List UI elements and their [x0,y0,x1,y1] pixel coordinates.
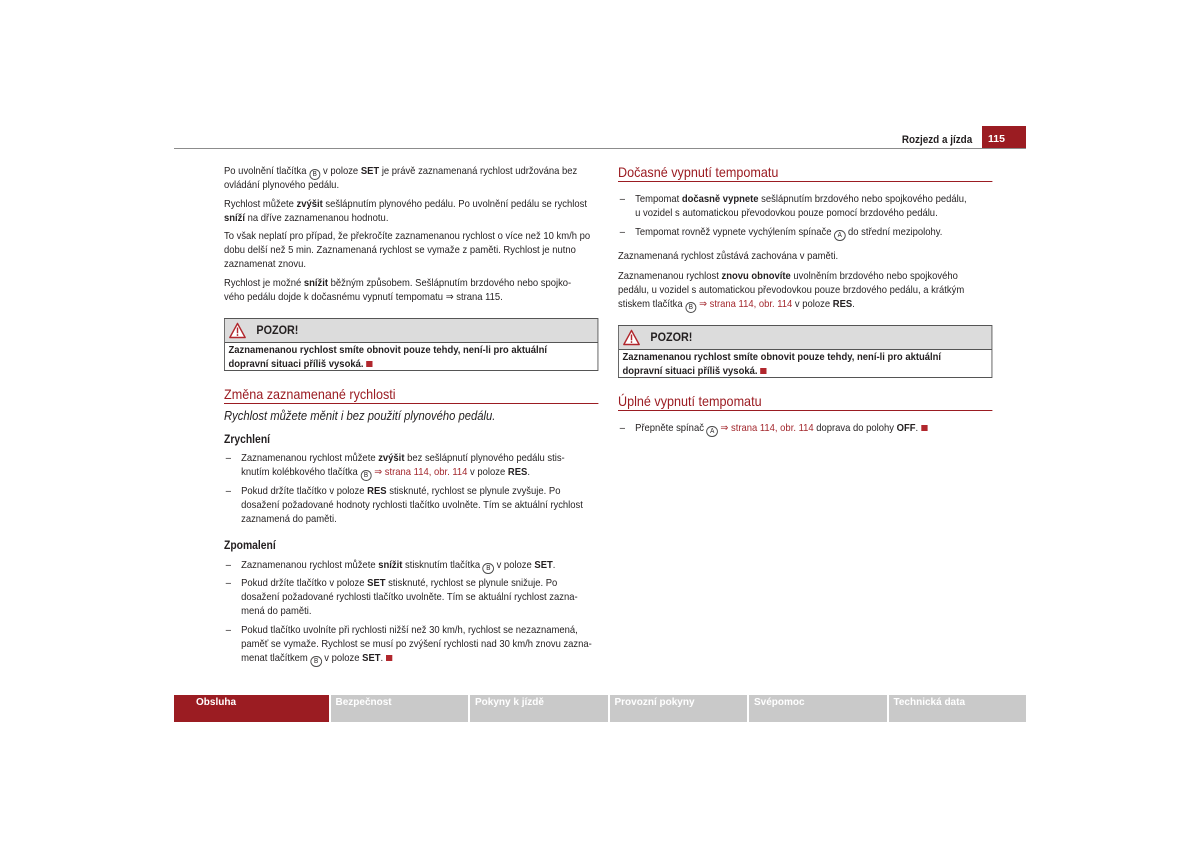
list-item-text [635,421,992,435]
text-run: mená do paměti. [241,605,312,617]
text-line [241,604,598,618]
text-line [224,178,598,192]
nav-tab-provozni-pokyny[interactable] [610,695,748,722]
bold-text: zvýšit [378,452,405,464]
list-item-text [241,484,598,526]
text-run: To však neplatí pro případ, že překročíte zaznamenanou rychlost o více než 10 km/h po [224,230,591,242]
list-item-text [241,623,598,665]
text-run: Zaznamenanou rychlost smíte obnovit pouze tehdy, není-li pro aktuální [228,344,548,356]
section-heading-temporary-off: Dočasné vypnutí tempomatu [618,164,992,182]
control-b-marker-icon: B [309,169,320,180]
text-run: dopravní situaci příliš vysoká. [622,365,758,377]
text-run: . [380,652,384,664]
list-dash: – [225,624,232,636]
list-item-text [635,225,992,239]
control-b-marker-icon: B [360,470,371,481]
text-run: dobu delší než 5 min. Zaznamenaná rychlost se vymaže z paměti. Rychlost je nutno [224,244,576,256]
warning-triangle-icon [623,329,641,346]
paragraph-exception [224,229,598,271]
section-intro: Rychlost můžete měnit i bez použití plynového pedálu. [224,409,496,423]
text-run: v poloze [467,466,508,478]
nav-tab-bezpecnost[interactable] [331,695,469,722]
text-run: doprava do polohy [813,422,897,434]
bold-text: dočasně vypnete [681,193,759,205]
text-line [618,249,992,263]
text-run: běžným způsobem. Sešlápnutím brzdového nebo spojko- [327,277,572,289]
cross-reference-link[interactable]: ⇒ strana 114, obr. 114 [699,298,793,310]
bold-text: RES [507,466,528,478]
bold-text: SET [360,165,380,177]
warning-title: POZOR! [256,323,299,337]
list-item [224,484,598,526]
nav-tab-label: Pokyny k jízdě [475,697,544,708]
chapter-title: Rozjezd a jízda [901,134,972,146]
text-run: v poloze [493,559,535,571]
text-run: dosažení požadované hodnoty rychlosti tlačítko uvolněte. Tím se aktuální rychlost [241,499,583,511]
control-b-marker-icon: B [310,656,321,667]
nav-tab-obsluha[interactable] [174,695,329,722]
text-run: vého pedálu dojde k dočasnému vypnutí tempomatu ⇒ strana 115. [224,291,503,303]
text-line [224,276,598,290]
list-item-text [241,558,598,572]
text-line [618,269,992,283]
nav-tab-label: Bezpečnost [335,697,392,708]
text-run: uvolněním brzdového nebo spojkového [790,270,958,282]
text-line [623,364,992,378]
section-end-icon [760,368,766,374]
text-line [241,512,598,526]
bold-text: SET [362,652,381,664]
text-run: paměť se vymaže. Rychlost se musí po zvýšení rychlosti nad 30 km/h znovu zazna- [241,638,592,650]
text-run: dopravní situaci příliš vysoká. [228,358,364,370]
list-item-text [241,576,598,618]
bold-text: OFF [896,422,916,434]
warning-header [619,326,992,350]
text-run: menat tlačítkem [241,652,311,664]
text-run: . [527,466,530,478]
section-end-icon [921,425,927,431]
text-run: Zaznamenanou rychlost [618,270,722,282]
text-run: Rychlost je možné [224,277,304,289]
text-line [241,576,598,590]
text-line [618,283,992,297]
text-line [241,465,598,479]
nav-tab-label: Provozní pokyny [614,697,695,708]
list-item [224,558,598,572]
cross-reference-link[interactable]: ⇒ strana 114, obr. 114 [374,466,468,478]
text-line [229,343,598,357]
text-run: u vozidel s automatickou převodovkou pouze pomocí brzdového pedálu. [635,207,938,219]
text-line [635,421,992,435]
cross-reference-link[interactable]: ⇒ strana 114, obr. 114 [720,422,814,434]
list-dash: – [225,577,232,589]
bold-text: sníží [224,212,246,224]
list-dash: – [225,452,232,464]
text-run: dosažení požadované rychlosti tlačítko uvolněte. Tím se aktuální rychlost zazna- [241,591,578,603]
list-item-text [241,451,598,479]
list-dash: – [619,226,626,238]
paragraph-decrease-speed [224,276,598,304]
warning-text [619,350,992,378]
list-item [618,225,992,239]
list-item [618,192,992,220]
text-run: Přepněte spínač [635,422,707,434]
text-run: pedálu, u vozidel s automatickou převodovkou pouze brzdového pedálu, a krátkým [618,284,965,296]
text-line [241,498,598,512]
text-run: stiskem tlačítka [618,298,686,310]
nav-tab-pokyny-k-jizde[interactable] [470,695,608,722]
text-run: Pokud držíte tlačítko v poloze [241,577,368,589]
text-run: ovládání plynového pedálu. [224,179,340,191]
text-line [241,451,598,465]
page-number: 115 [982,126,1026,148]
text-run: Po uvolnění tlačítka [224,165,310,177]
nav-tab-svepomoc[interactable] [749,695,887,722]
list-item [224,623,598,665]
text-run: sešlápnutím plynového pedálu. Po uvolnění pedálu se rychlost [322,198,587,210]
text-run: Zaznamenaná rychlost zůstává zachována v paměti. [618,250,839,262]
warning-triangle-icon [229,322,247,339]
text-run: knutím kolébkového tlačítka [241,466,361,478]
nav-tab-label: Obsluha [196,697,237,708]
text-line [224,229,598,243]
section-end-icon [386,655,392,661]
warning-box [618,325,992,378]
text-line [241,651,598,665]
section-heading-change-speed: Změna zaznamenané rychlosti [224,386,598,404]
paragraph-set-release [224,164,598,192]
list-item-text [635,192,992,220]
list-dash: – [619,422,626,434]
text-run: v poloze [321,652,363,664]
text-line [224,257,598,271]
text-run: . [915,422,919,434]
text-line [618,297,992,311]
text-line [229,357,598,371]
text-run: v poloze [320,165,361,177]
subheading-acceleration: Zrychlení [224,434,271,446]
text-run: v poloze [792,298,833,310]
control-b-marker-icon: B [483,563,494,574]
text-run: . [552,559,556,571]
text-line [241,484,598,498]
text-run: bez sešlápnutí plynového pedálu stis- [404,452,565,464]
section-end-icon [366,361,372,367]
text-run: stisknutím tlačítka [402,559,483,571]
text-run: je právě zaznamenaná rychlost udržována bez [379,165,578,177]
text-line [224,243,598,257]
text-run: Zaznamenanou rychlost můžete [241,452,379,464]
section-heading-full-off: Úplné vypnutí tempomatu [618,393,992,411]
text-line [241,590,598,604]
bold-text: RES [832,298,853,310]
text-line [241,637,598,651]
text-run: Zaznamenanou rychlost můžete [241,559,379,571]
nav-tab-label: Technická data [893,697,966,708]
warning-box [224,318,598,371]
text-line [224,164,598,178]
nav-tab-label: Svépomoc [754,697,805,708]
list-item [224,451,598,479]
text-run: stisknuté, rychlost se plynule zvyšuje. Po [386,485,561,497]
text-line [224,197,598,211]
control-a-marker-icon: A [707,426,718,437]
text-line [635,206,992,220]
warning-header [225,319,598,343]
text-run: Pokud držíte tlačítko v poloze [241,485,368,497]
list-item [618,421,992,435]
text-run: zaznamenat znovu. [224,258,306,270]
text-line [635,225,992,239]
bold-text: SET [367,577,386,589]
text-run: zaznamená do paměti. [241,513,337,525]
paragraph-increase-speed [224,197,598,225]
warning-text [225,343,598,371]
bold-text: snížit [303,277,328,289]
chapter-nav [174,695,1026,722]
text-run: sešlápnutím brzdového nebo spojkového pedálu, [758,193,967,205]
text-line [241,558,598,572]
bold-text: snížit [378,559,403,571]
text-run: na dříve zaznamenanou hodnotu. [245,212,389,224]
text-line [224,290,598,304]
text-line [635,192,992,206]
bold-text: zvýšit [296,198,323,210]
bold-text: SET [534,559,553,571]
text-run: do střední mezipolohy. [845,226,943,238]
list-dash: – [619,193,626,205]
list-item [224,576,598,618]
text-run: Pokud tlačítko uvolníte při rychlosti nižší než 30 km/h, rychlost se nezaznamená, [241,624,578,636]
bold-text: RES [367,485,387,497]
paragraph-speed-kept [618,249,992,263]
text-line [241,623,598,637]
bold-text: znovu obnovíte [721,270,791,282]
list-dash: – [225,485,232,497]
paragraph-resume [618,269,992,311]
list-dash: – [225,559,232,571]
text-run: Rychlost můžete [224,198,297,210]
text-line [623,350,992,364]
control-a-marker-icon: A [834,230,845,241]
text-run: stisknuté, rychlost se plynule snižuje. Po [385,577,558,589]
text-run: . [852,298,855,310]
nav-tab-technicka-data[interactable] [889,695,1027,722]
warning-title: POZOR! [650,330,693,344]
control-b-marker-icon: B [685,302,696,313]
text-run: Zaznamenanou rychlost smíte obnovit pouze tehdy, není-li pro aktuální [622,351,942,363]
text-line [224,211,598,225]
subheading-deceleration: Zpomalení [224,540,276,552]
text-run: Tempomat rovněž vypnete vychýlením spínače [635,226,835,238]
text-run: Tempomat [635,193,682,205]
